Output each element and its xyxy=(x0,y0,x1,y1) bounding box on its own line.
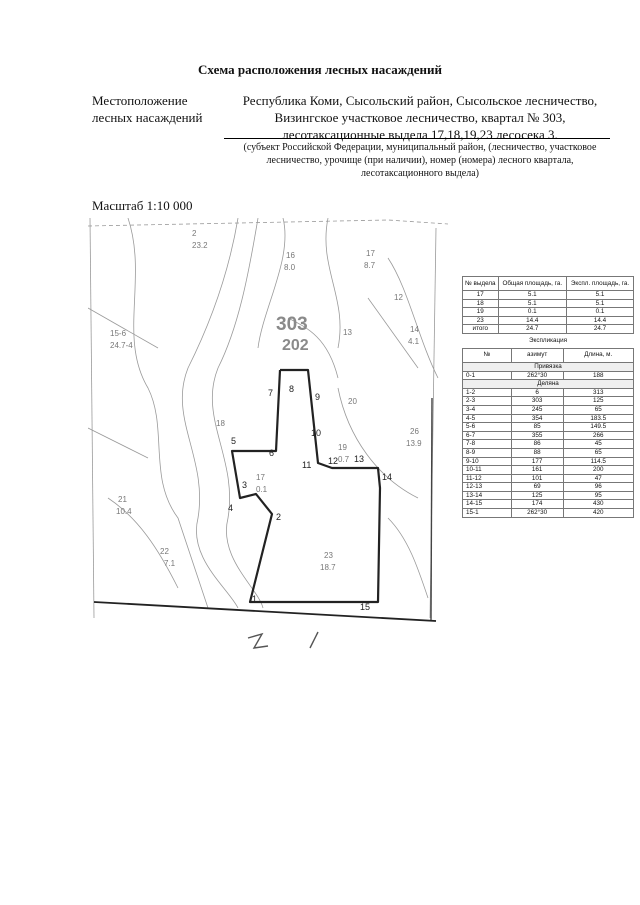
plot-row-cell: 2-3 xyxy=(463,397,512,406)
point-label: 2 xyxy=(276,512,282,522)
plot-row-cell: 4-5 xyxy=(463,414,512,423)
areas-row-cell: 24.7 xyxy=(498,325,566,334)
forest-plot-map xyxy=(88,218,448,650)
plot-row xyxy=(463,414,634,423)
areas-row-cell: 5.1 xyxy=(567,299,634,308)
plot-row-cell: 11-12 xyxy=(463,474,512,483)
areas-header-cell: Общая площадь, га. xyxy=(498,277,566,291)
plot-row-cell: 3-4 xyxy=(463,405,512,414)
vydel-number: 22 xyxy=(160,547,169,556)
areas-row xyxy=(463,316,634,325)
scale-label: Масштаб 1:10 000 xyxy=(92,198,193,213)
location-value xyxy=(222,92,618,143)
plot-row xyxy=(463,440,634,449)
point-label: 15 xyxy=(360,602,371,612)
plot-row xyxy=(463,474,634,483)
areas-table xyxy=(462,276,634,334)
vydel-number: 15-6 xyxy=(110,329,127,338)
plot-row xyxy=(463,483,634,492)
point-label: 8 xyxy=(289,384,295,394)
vydel-number: 19 xyxy=(338,443,347,452)
plot-row-cell: 45 xyxy=(563,440,634,449)
point-label: 11 xyxy=(302,460,312,470)
map-background-lines xyxy=(88,218,448,618)
areas-body xyxy=(463,291,634,334)
boundary-point-labels xyxy=(228,384,392,612)
plot-boundary xyxy=(232,370,380,602)
location-value-line: лесотаксационные выдела 17,18,19,23 лесосека 3. xyxy=(282,127,558,142)
explication-title: Экспликация xyxy=(528,336,568,344)
plot-tables xyxy=(462,276,634,518)
areas-row xyxy=(463,325,634,334)
binding-row-cell: 262°30 xyxy=(511,371,563,380)
plot-row-cell: 88 xyxy=(511,448,563,457)
plot-row-cell: 13-14 xyxy=(463,491,512,500)
binding-row xyxy=(463,371,634,380)
plot-row xyxy=(463,448,634,457)
vydel-area: 13.9 xyxy=(406,439,422,448)
plot-row-cell: 65 xyxy=(563,448,634,457)
explication-header-cell: Длина, м. xyxy=(563,348,634,362)
plot-row-cell: 125 xyxy=(511,491,563,500)
plot-row xyxy=(463,491,634,500)
document-title: Схема расположения лесных насаждений xyxy=(198,62,442,77)
vydel-number: 2 xyxy=(192,229,197,238)
plot-row-cell: 10-11 xyxy=(463,466,512,475)
areas-row-cell: 0.1 xyxy=(567,308,634,317)
plot-row-cell: 355 xyxy=(511,431,563,440)
plot-row-cell: 174 xyxy=(511,500,563,509)
binding-section-title: Привязка xyxy=(463,362,634,371)
vydel-area: 8.7 xyxy=(364,261,376,270)
binding-row-cell: 188 xyxy=(563,371,634,380)
map-vydel-labels xyxy=(110,229,422,572)
point-label: 10 xyxy=(311,428,322,438)
plot-row-cell: 101 xyxy=(511,474,563,483)
areas-row-cell: 17 xyxy=(463,291,499,300)
plot-row-cell: 262°30 xyxy=(511,509,563,518)
plot-section-title: Деляна xyxy=(463,380,634,389)
areas-row xyxy=(463,291,634,300)
location-hint-line: (субъект Российской Федерации, муниципальный район, (лесничество, участковое xyxy=(243,142,597,153)
vydel-area: 18.7 xyxy=(320,563,336,572)
location-label-line: Местоположение xyxy=(92,93,188,108)
areas-row-cell: 5.1 xyxy=(498,299,566,308)
plot-row-cell: 430 xyxy=(563,500,634,509)
plot-row-cell: 86 xyxy=(511,440,563,449)
vydel-area: 24.7-4 xyxy=(110,341,133,350)
quarter-boundary xyxy=(431,398,432,620)
location-hint-line: лесничество, урочище (при наличии), номер (номера) лесного квартала, xyxy=(266,155,574,166)
areas-row-cell: 23 xyxy=(463,316,499,325)
map-bottom-scribbles xyxy=(248,632,318,648)
location-underline xyxy=(224,138,610,139)
explication-table xyxy=(462,348,634,518)
plot-row xyxy=(463,397,634,406)
areas-header-cell: № выдела xyxy=(463,277,499,291)
plot-row xyxy=(463,457,634,466)
plot-row-cell: 354 xyxy=(511,414,563,423)
plot-row-cell: 149.5 xyxy=(563,423,634,432)
vydel-area: 8.0 xyxy=(284,263,296,272)
plot-row-cell: 1-2 xyxy=(463,388,512,397)
areas-row-cell: 24.7 xyxy=(567,325,634,334)
areas-row-cell: 19 xyxy=(463,308,499,317)
plot-row-cell: 303 xyxy=(511,397,563,406)
areas-row-cell: 5.1 xyxy=(567,291,634,300)
vydel-number: 20 xyxy=(348,397,357,406)
location-label xyxy=(92,92,202,126)
plot-row-cell: 161 xyxy=(511,466,563,475)
vydel-number: 12 xyxy=(394,293,403,302)
areas-header-cell: Экспл. площадь, га. xyxy=(567,277,634,291)
location-hint-line: лесотаксационного выдела) xyxy=(360,168,479,179)
plot-row-cell: 420 xyxy=(563,509,634,518)
plot-row-cell: 47 xyxy=(563,474,634,483)
areas-row-cell: 14.4 xyxy=(498,316,566,325)
areas-row xyxy=(463,308,634,317)
plot-body xyxy=(463,388,634,517)
areas-row-cell: 18 xyxy=(463,299,499,308)
point-label: 13 xyxy=(354,454,365,464)
plot-row xyxy=(463,466,634,475)
point-label: 4 xyxy=(228,503,234,513)
location-hint xyxy=(222,141,618,180)
plot-row-cell: 5-6 xyxy=(463,423,512,432)
vydel-area: 10.4 xyxy=(116,507,132,516)
plot-row-cell: 65 xyxy=(563,405,634,414)
plot-row-cell: 95 xyxy=(563,491,634,500)
plot-row-cell: 177 xyxy=(511,457,563,466)
plot-row xyxy=(463,405,634,414)
location-value-line: Республика Коми, Сысольский район, Сысольское лесничество, xyxy=(242,93,598,108)
binding-row-cell: 0-1 xyxy=(463,371,512,380)
plot-row xyxy=(463,431,634,440)
plot-row-cell: 15-1 xyxy=(463,509,512,518)
explication-header-cell: азимут xyxy=(511,348,563,362)
location-label-line: лесных насаждений xyxy=(92,110,203,125)
binding-body xyxy=(463,371,634,380)
plot-row-cell: 266 xyxy=(563,431,634,440)
areas-row-cell: 5.1 xyxy=(498,291,566,300)
plot-row xyxy=(463,423,634,432)
areas-row-cell: 14.4 xyxy=(567,316,634,325)
quarter-boundary xyxy=(94,602,436,621)
location-value-line: Визингское участковое лесничество, квартал № 303, xyxy=(274,110,566,125)
vydel-area: 0.7 xyxy=(338,455,350,464)
plot-row xyxy=(463,388,634,397)
point-label: 6 xyxy=(269,448,275,458)
plot-row-cell: 96 xyxy=(563,483,634,492)
point-label: 14 xyxy=(382,472,393,482)
point-label: 3 xyxy=(242,480,248,490)
explication-header-cell: № xyxy=(463,348,512,362)
areas-row-cell: итого xyxy=(463,325,499,334)
plot-row-cell: 313 xyxy=(563,388,634,397)
vydel-number: 23 xyxy=(324,551,333,560)
areas-row xyxy=(463,299,634,308)
vydel-area: 23.2 xyxy=(192,241,208,250)
vydel-area: 0.1 xyxy=(256,485,268,494)
vydel-number: 16 xyxy=(286,251,295,260)
vydel-number: 17 xyxy=(256,473,265,482)
plot-row-cell: 8-9 xyxy=(463,448,512,457)
plot-row xyxy=(463,500,634,509)
plot-row-cell: 245 xyxy=(511,405,563,414)
vydel-number: 21 xyxy=(118,495,127,504)
plot-row-cell: 200 xyxy=(563,466,634,475)
vydel-area: 7.1 xyxy=(164,559,176,568)
vydel-number: 18 xyxy=(216,419,225,428)
point-label: 9 xyxy=(315,392,321,402)
plot-row-cell: 12-13 xyxy=(463,483,512,492)
point-label: 7 xyxy=(268,388,274,398)
plot-row-cell: 14-15 xyxy=(463,500,512,509)
plot-row-cell: 114.5 xyxy=(563,457,634,466)
vydel-area: 4.1 xyxy=(408,337,420,346)
quarter-sub: 202 xyxy=(282,337,309,354)
plot-row-cell: 85 xyxy=(511,423,563,432)
point-label: 12 xyxy=(328,456,339,466)
vydel-number: 14 xyxy=(410,325,419,334)
plot-row-cell: 9-10 xyxy=(463,457,512,466)
plot-row-cell: 69 xyxy=(511,483,563,492)
plot-row-cell: 183.5 xyxy=(563,414,634,423)
point-label: 1 xyxy=(252,594,258,604)
vydel-number: 13 xyxy=(343,328,352,337)
plot-row-cell: 6-7 xyxy=(463,431,512,440)
plot-row-cell: 6 xyxy=(511,388,563,397)
plot-row-cell: 7-8 xyxy=(463,440,512,449)
quarter-number: 303 xyxy=(276,314,308,335)
areas-row-cell: 0.1 xyxy=(498,308,566,317)
point-label: 5 xyxy=(231,436,237,446)
plot-row-cell: 125 xyxy=(563,397,634,406)
plot-row xyxy=(463,509,634,518)
quarter-label xyxy=(276,314,309,354)
vydel-number: 17 xyxy=(366,249,375,258)
vydel-number: 26 xyxy=(410,427,419,436)
